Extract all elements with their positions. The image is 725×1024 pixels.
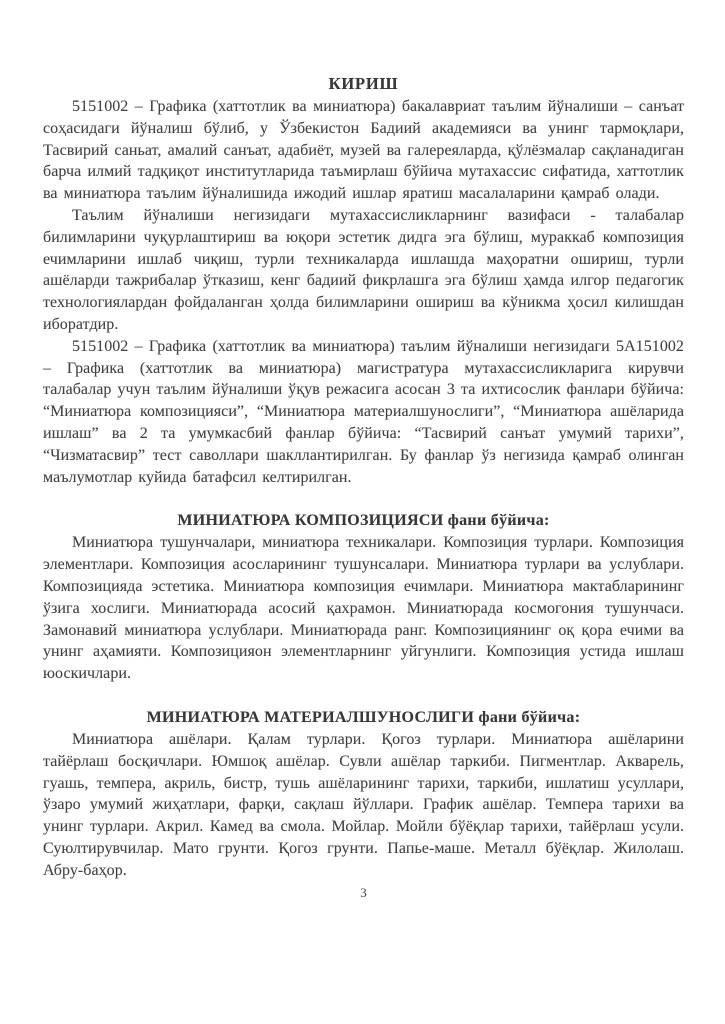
intro-paragraph-1: 5151002 – Графика (хаттотлик ва миниатюра) бакалавриат таълим йўналиши – санъат соҳасидаги йўналиш бўлиб, у Ўзбекистон Бадиий академияси ва унинг тармоқлари, Тасвирий саньат, амалий санъат, адабиёт, музей ва галереяларда, қўлёзмалар сақланадиган барча илмий тадқиқот институтларида таъмирлаш бўйича мутахассис сифатида, хаттотлик ва миниатюра таълим йўналишида ижодий ишлар яратиш масалаларини қамраб олади. — [43, 98, 684, 203]
intro-paragraph-3: 5151002 – Графика (хаттотлик ва миниатюра) таълим йўналиши негизидаги 5А151002 – Графика (хаттотлик ва миниатюра) магистратура мутахассисликларига кирувчи талабалар учун таълим йўналиши ўқув режасига асосан 3 та ихтисослик фанлари бўйича: “Миниатюра композицияси”, “Миниатюра материалшунослиги”, “Миниатюра ашёларида ишлаш” ва 2 та умумкасбий фанлар бўйича: “Тасвирий санъат умумий тарихи”, “Чизматасвир” тест саволлари шакллантирилган. Бу фанлар ўз негизида қамраб олинган маълумотлар куйида батафсил келтирилган. — [43, 337, 684, 486]
section-body-miniature-composition: Миниатюра тушунчалари, миниатюра техникалари. Композиция турлари. Композиция элементлари. Композиция асосларининг тушунсалари. Миниатюра турлари ва услублари. Композицияда эстетика. Миниатюра композиция ечимлари. Миниатюра мактабларининг ўзига хослиги. Миниатюрада асосий қахрамон. Миниатюрада космогония тушунчаси. Замонавий миниатюра услублари. Миниатюрада ранг. Композициянинг оқ қора ечими ва унинг аҳамияти. Композицияон элементларнинг уйгунлиги. Композиция устида ишлаш юоскичлари. — [43, 534, 684, 683]
section-heading-miniature-composition: МИНИАТЮРА КОМПОЗИЦИЯСИ фани бўйича: — [177, 512, 550, 530]
page-number: 3 — [360, 884, 367, 900]
intro-paragraph-2: Таълим йўналиши негизидаги мутахассисликларнинг вазифаси - талабалар билимларини чуқурлаштириш ва юқори эстетик дидга эга бўлиш, мураккаб композиция ечимларини ишлаб чиқиш, турли техникаларда ишлашда маҳоратни ошириш, турли ашёларди тажрибалар ўтказиш, кенг бадиий фикрлашга эга бўлиш ҳамда илгор педагогик технологиялардан фойдаланган ҳолда билимларини ошириш ва кўникма ҳосил килишдан иборатдир. — [43, 206, 684, 333]
section-heading-miniature-materials: МИНИАТЮРА МАТЕРИАЛШУНОСЛИГИ фани бўйича: — [146, 708, 581, 726]
page-title: КИРИШ — [328, 74, 399, 93]
section-body-miniature-materials: Миниатюра ашёлари. Қалам турлари. Қогоз турлари. Миниатюра ашёларини тайёрлаш босқичлари. Юмшоқ ашёлар. Сувли ашёлар таркиби. Пигментлар. Акварель, гуашь, темпера, акриль, бистр, тушь ашёларининг тарихи, таркиби, ишлатиш усуллари, ўзаро умумий жиҳатлари, фарқи, сақлаш йўллари. График ашёлар. Темпера тарихи ва унинг турлари. Акрил. Камед ва смола. Мойлар. Мойли бўёқлар тарихи, тайёрлаш усули. Суюлтирувчилар. Мато грунти. Қогоз грунти. Папье-маше. Металл бўёқлар. Жилолаш. Абру-баҳор. — [43, 730, 684, 879]
